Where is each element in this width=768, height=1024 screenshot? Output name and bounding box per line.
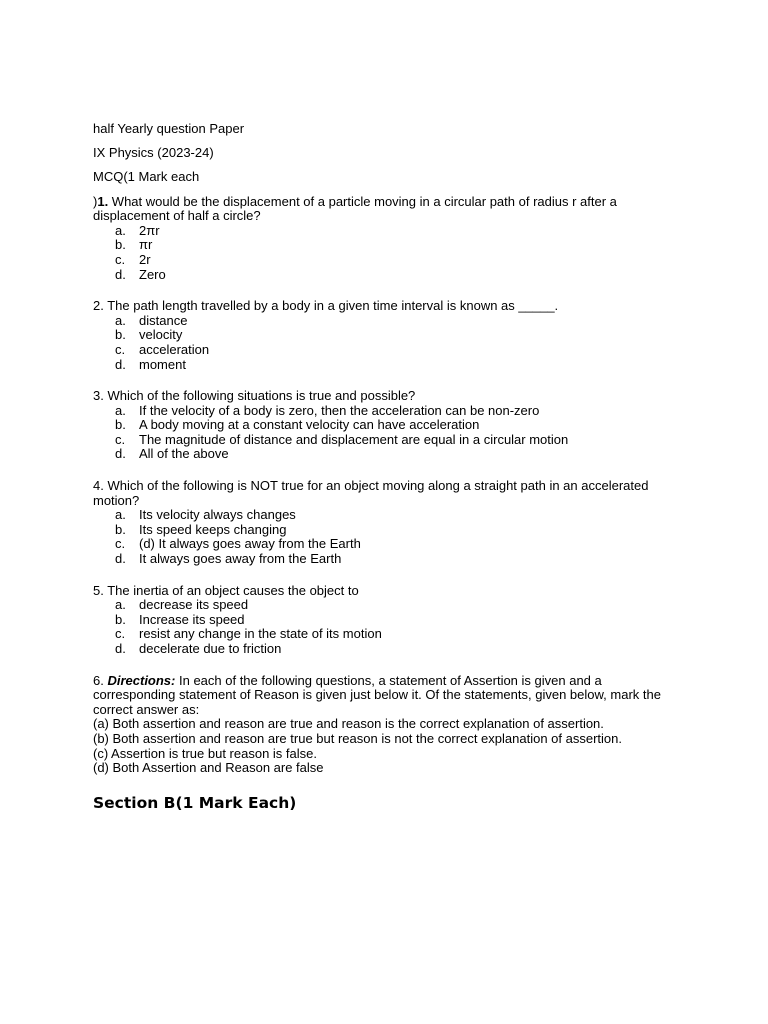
question-3: 3. Which of the following situations is true and possible? <box>93 388 416 404</box>
paper-title: half Yearly question Paper <box>93 121 245 136</box>
question-1-prefix: ) <box>93 193 98 209</box>
question-6 <box>93 674 673 718</box>
question-5: 5. The inertia of an object causes the object to <box>93 582 359 598</box>
option-item: d. decelerate due to friction <box>115 641 282 656</box>
question-6-number: 6. <box>93 672 108 688</box>
paper-subject: IX Physics (2023-24) <box>93 145 214 161</box>
question-4-options <box>93 508 673 566</box>
question-3-options <box>93 404 673 462</box>
option-item: a. decrease its speed <box>115 597 249 613</box>
question-2-options <box>93 314 673 372</box>
question-2: 2. The path length travelled by a body in a given time interval is known as _____. <box>93 298 559 314</box>
section-b-heading: Section B(1 Mark Each) <box>93 793 297 812</box>
option-item: b. Increase its speed <box>115 611 245 627</box>
option-item: c. The magnitude of distance and displacement are equal in a circular motion <box>115 431 569 447</box>
option-item: a. If the velocity of a body is zero, then the acceleration can be non-zero <box>115 402 540 418</box>
option-item: c. (d) It always goes away from the Earth <box>115 536 361 552</box>
question-4-number: 4. <box>93 478 104 494</box>
assertion-choice: (b) Both assertion and reason are true but reason is not the correct explanation of assertion. <box>93 730 622 746</box>
option-item: c. resist any change in the state of its motion <box>115 626 382 642</box>
option-item: b. πr <box>115 237 153 253</box>
question-1 <box>93 195 673 224</box>
option-item: d. moment <box>115 356 186 372</box>
option-item: b. velocity <box>115 327 183 343</box>
assertion-choice: (a) Both assertion and reason are true and reason is the correct explanation of assertion. <box>93 716 604 732</box>
directions-label: Directions: <box>107 672 176 688</box>
question-1-number: 1. <box>97 193 109 209</box>
option-item: a. distance <box>115 312 188 328</box>
assertion-choice: (c) Assertion is true but reason is false. <box>93 745 317 761</box>
section-a-heading: MCQ(1 Mark each <box>93 169 200 185</box>
option-item: b. Its speed keeps changing <box>115 521 287 537</box>
document-page <box>93 122 673 813</box>
option-item: c. 2r <box>115 251 151 267</box>
question-1-text: What would be the displacement of a particle moving in a circular path of radius r after a displacement of half a circle? <box>93 193 617 224</box>
option-item: b. A body moving at a constant velocity can have acceleration <box>115 417 480 433</box>
option-item: d. Zero <box>115 266 166 282</box>
question-1-options <box>93 224 673 282</box>
option-item: d. All of the above <box>115 446 229 462</box>
question-4 <box>93 479 673 508</box>
option-item: c. acceleration <box>115 341 210 357</box>
option-item: d. It always goes away from the Earth <box>115 551 342 567</box>
option-item: a. 2πr <box>115 222 160 238</box>
question-5-options <box>93 598 673 656</box>
question-6-text: In each of the following questions, a statement of Assertion is given and a corresponding statement of Reason is given just below it. Of the statements, given below, mark the correct answer as: <box>93 672 661 717</box>
option-item: a. Its velocity always changes <box>115 507 296 523</box>
question-4-text: Which of the following is NOT true for an object moving along a straight path in an accelerated motion? <box>93 478 649 508</box>
assertion-choice: (d) Both Assertion and Reason are false <box>93 760 324 776</box>
